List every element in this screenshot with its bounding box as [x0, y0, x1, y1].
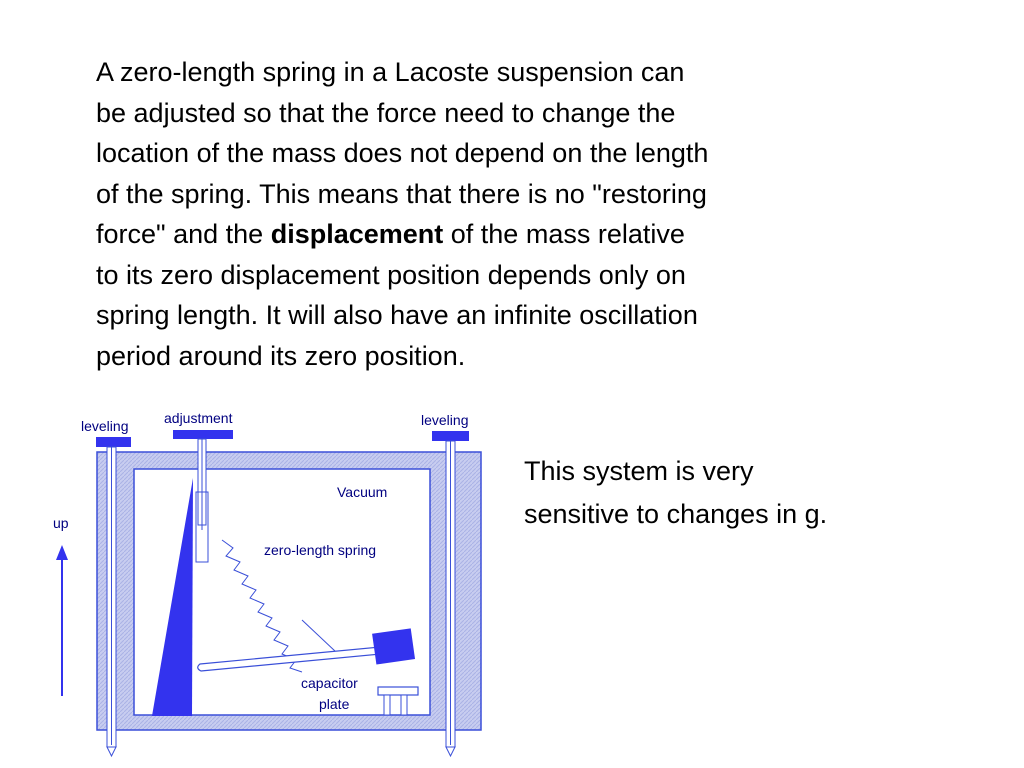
label-capacitor: capacitor: [301, 675, 358, 691]
paragraph-line: spring length. It will also have an infinite oscillation: [96, 300, 698, 330]
label-leveling-left: leveling: [81, 418, 129, 434]
proof-mass: [372, 628, 415, 664]
label-zero-length-spring: zero-length spring: [264, 542, 377, 558]
paragraph-line: A zero-length spring in a Lacoste suspension can: [96, 57, 685, 87]
displacement-emphasis: displacement: [270, 219, 444, 249]
paragraph-line: be adjusted so that the force need to change the: [96, 97, 676, 128]
label-leveling-right: leveling: [421, 412, 469, 428]
gravimeter-diagram: [0, 400, 520, 768]
label-vacuum: Vacuum: [337, 484, 388, 500]
side-note-line: sensitive to changes in g.: [524, 499, 828, 529]
label-plate: plate: [319, 696, 350, 712]
paragraph-line: [96, 214, 896, 255]
paragraph-text: force" and the: [96, 219, 271, 249]
paragraph-line: period around its zero position.: [96, 340, 466, 371]
housing-frame: [97, 452, 481, 730]
main-paragraph: [96, 52, 896, 376]
side-note: [524, 450, 827, 536]
paragraph-line: to its zero displacement position depends only on: [96, 259, 686, 290]
up-arrow-icon: [56, 545, 68, 696]
paragraph-text: of the mass relative: [443, 219, 685, 249]
label-up: up: [53, 515, 69, 531]
label-adjustment: adjustment: [164, 410, 233, 426]
paragraph-line: of the spring. This means that there is no "restoring: [96, 178, 707, 209]
paragraph-line: location of the mass does not depend on the length: [96, 138, 709, 168]
side-note-line: This system is very: [524, 456, 754, 486]
